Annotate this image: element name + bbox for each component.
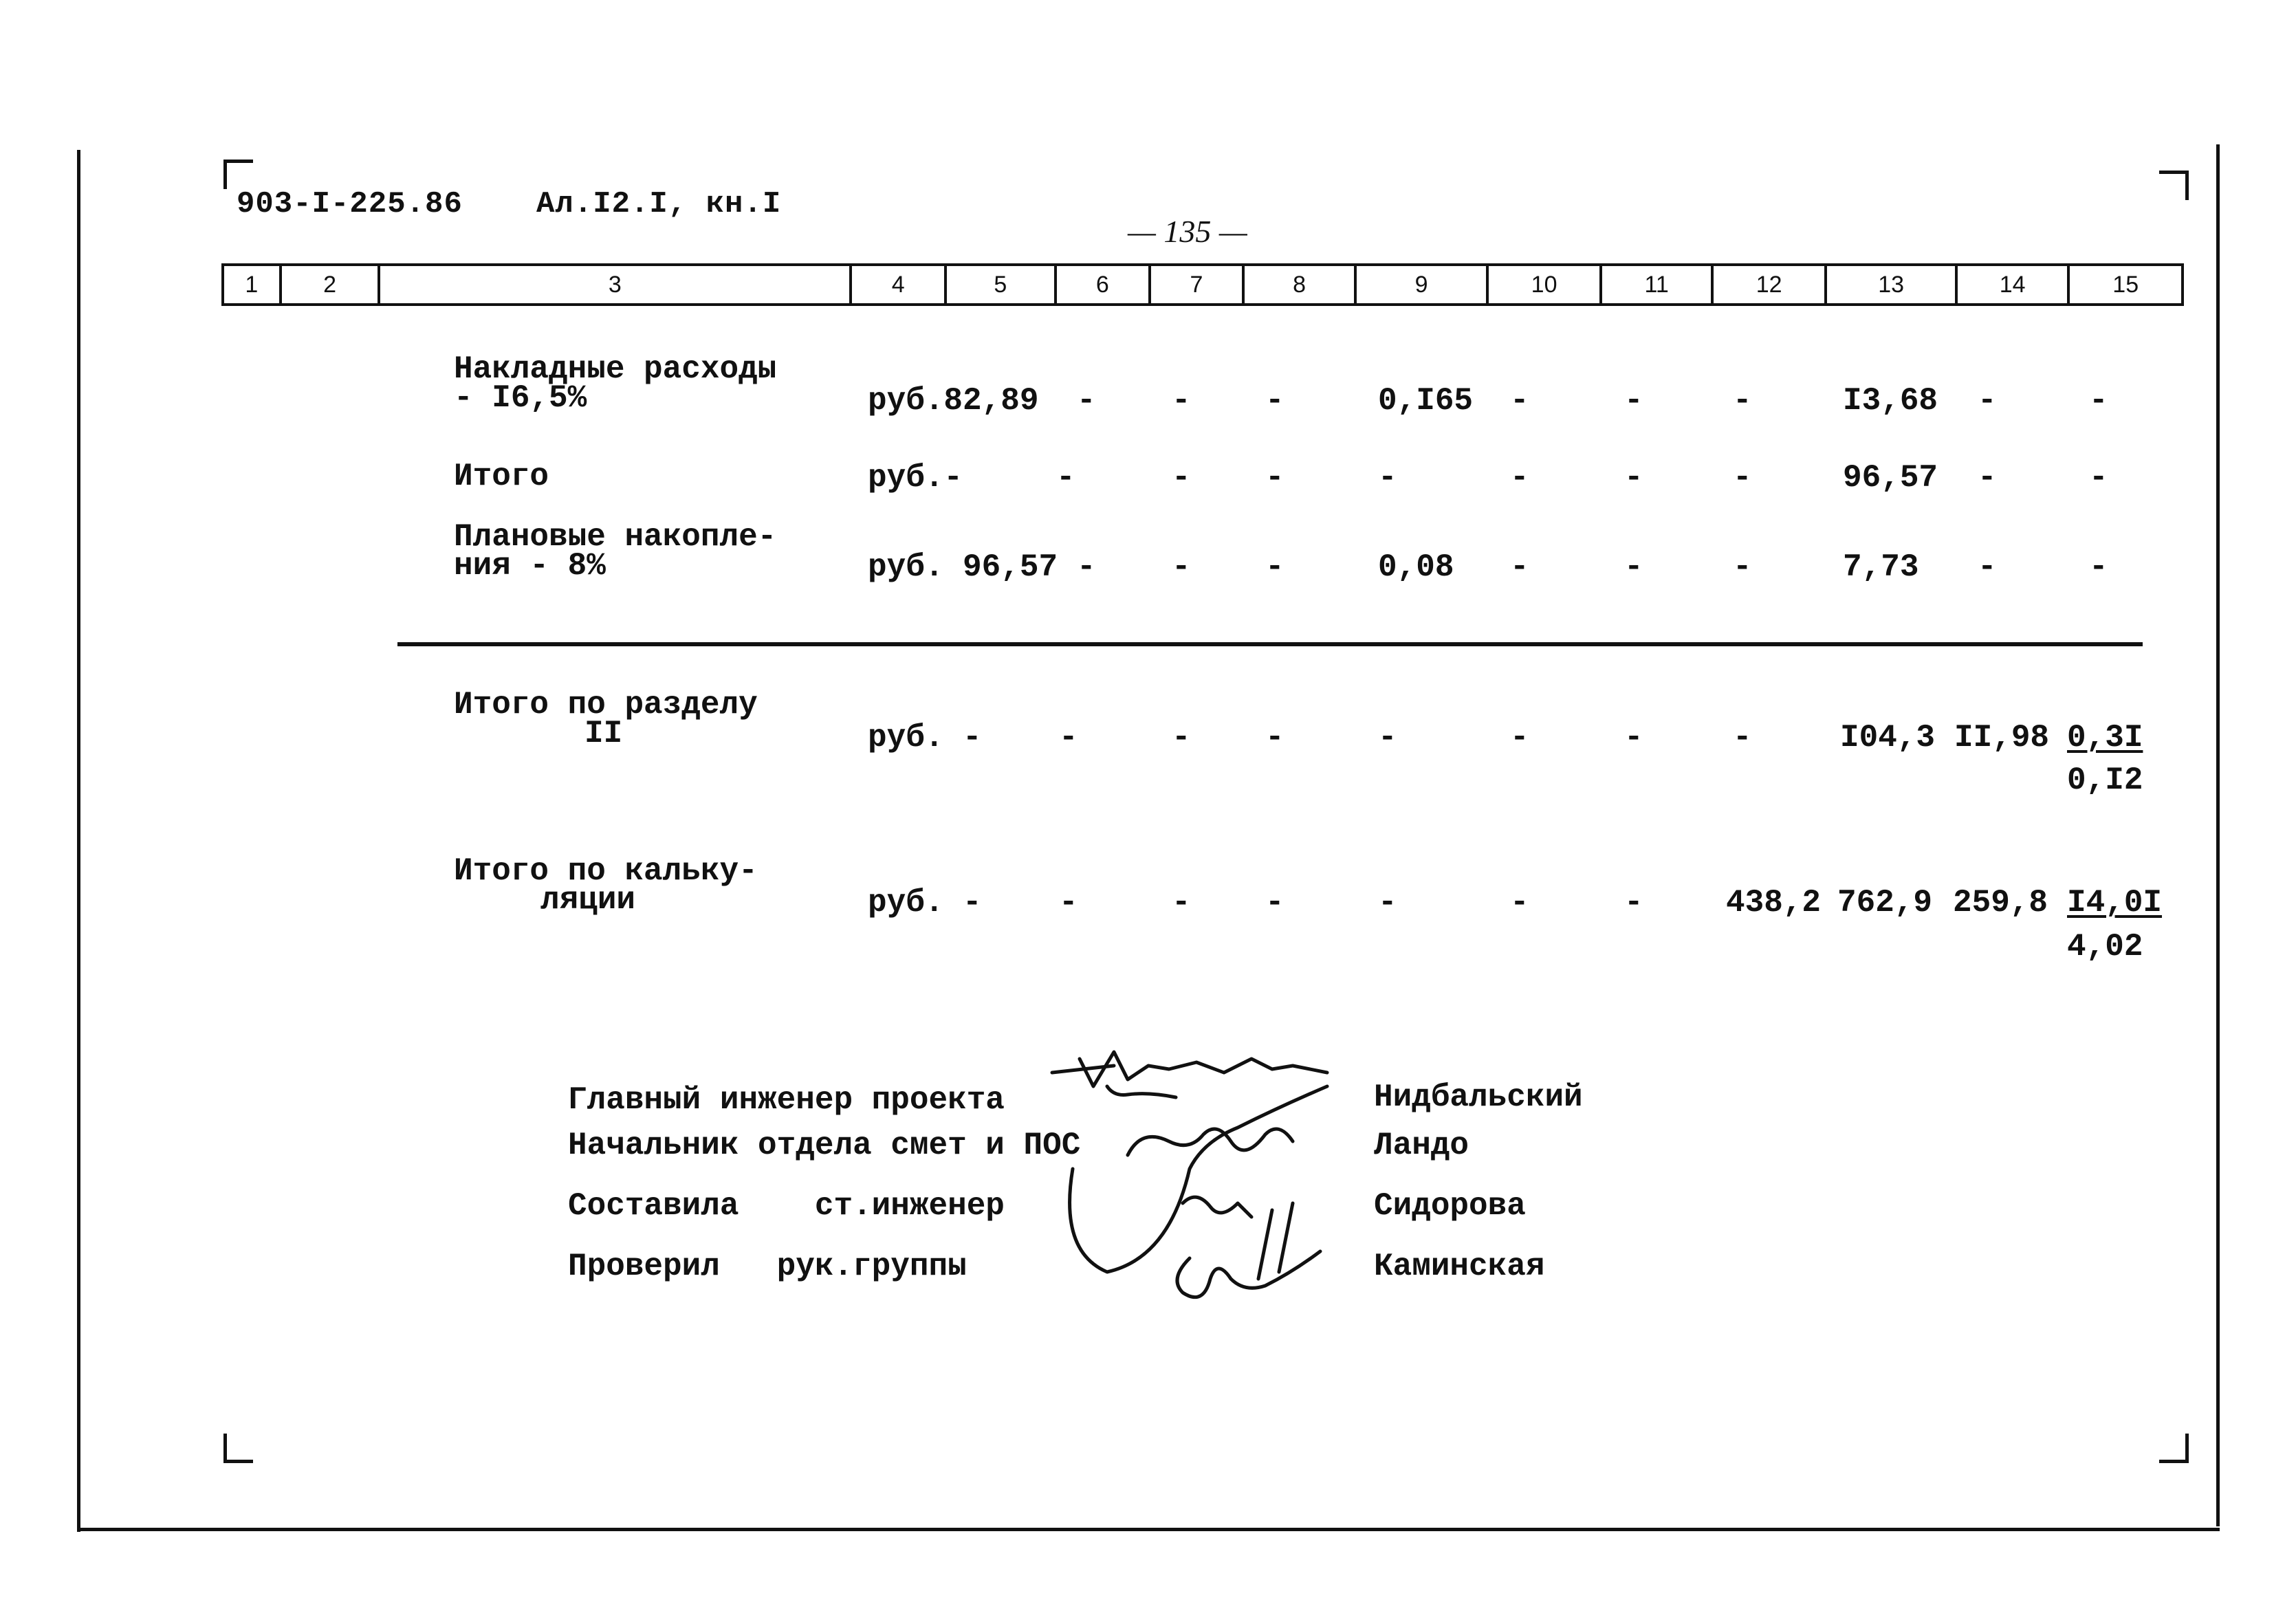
column-number: 3 bbox=[380, 266, 852, 303]
signatory-name: Сидорова bbox=[1374, 1188, 1526, 1224]
column-number: 1 bbox=[224, 266, 282, 303]
table-cell: - bbox=[1172, 460, 1191, 496]
table-cell: - bbox=[2089, 549, 2108, 585]
table-cell: - bbox=[1172, 549, 1191, 585]
column-number: 9 bbox=[1357, 266, 1488, 303]
table-cell: - bbox=[2089, 383, 2108, 419]
table-cell: - bbox=[1624, 885, 1643, 921]
table-cell: - bbox=[1733, 720, 1752, 756]
table-cell: - bbox=[1378, 885, 1397, 921]
signatory-name: Нидбальский bbox=[1374, 1079, 1583, 1115]
table-cell: I3,68 bbox=[1843, 383, 1938, 419]
table-cell: - bbox=[1624, 549, 1643, 585]
column-number: 4 bbox=[852, 266, 947, 303]
table-cell: - bbox=[1265, 885, 1284, 921]
table-cell: 438,2 bbox=[1726, 885, 1822, 921]
column-number: 15 bbox=[2112, 271, 2139, 298]
column-number: 8 bbox=[1245, 266, 1357, 303]
signatory-role: Проверил рук.группы bbox=[568, 1249, 967, 1284]
table-cell: - bbox=[1265, 383, 1284, 419]
column-number: 13 bbox=[1827, 266, 1957, 303]
table-cell: - bbox=[1265, 720, 1284, 756]
corner-mark-top-left bbox=[223, 160, 253, 189]
table-cell: - bbox=[1510, 383, 1529, 419]
table-cell: - bbox=[1624, 720, 1643, 756]
table-cell: 0,I65 bbox=[1378, 383, 1474, 419]
table-cell: - bbox=[1077, 383, 1096, 419]
table-cell: - bbox=[1378, 460, 1397, 496]
table-cell: - bbox=[2089, 460, 2108, 496]
row-unit: руб. 96,57 bbox=[868, 549, 1058, 585]
table-cell: 7,73 bbox=[1843, 549, 1919, 585]
table-cell: - bbox=[1624, 383, 1643, 419]
row-label-line: Накладные расходы bbox=[454, 351, 777, 387]
column-number: 2 bbox=[282, 266, 381, 303]
corner-mark-bottom-right bbox=[2159, 1434, 2189, 1463]
row-label-line: Итого bbox=[454, 459, 549, 494]
table-cell: - bbox=[1265, 549, 1284, 585]
table-cell: - bbox=[1510, 720, 1529, 756]
total-label-line: II bbox=[584, 716, 623, 751]
page-frame-bottom bbox=[77, 1528, 2220, 1531]
total-unit: руб. - bbox=[868, 720, 982, 756]
table-cell: 0,08 bbox=[1378, 549, 1454, 585]
table-cell-sub: 4,02 bbox=[2067, 929, 2143, 965]
total-label-line: Итого по разделу bbox=[454, 687, 758, 723]
total-unit: руб. - bbox=[868, 885, 982, 921]
table-cell: - bbox=[1978, 460, 1997, 496]
document-code: 903-I-225.86 bbox=[237, 187, 463, 221]
column-number: 6 bbox=[1057, 266, 1152, 303]
signatory-name: Каминская bbox=[1374, 1249, 1545, 1284]
table-cell: II,98 bbox=[1954, 720, 2050, 756]
table-cell: - bbox=[1978, 383, 1997, 419]
section-divider bbox=[397, 642, 2143, 646]
column-number: 7 bbox=[1151, 266, 1245, 303]
table-cell: I4,0I bbox=[2067, 885, 2163, 921]
signatory-role: Начальник отдела смет и ПОС bbox=[568, 1128, 1081, 1163]
table-cell: - bbox=[1978, 549, 1997, 585]
table-cell: - bbox=[1510, 549, 1529, 585]
table-cell: - bbox=[1265, 460, 1284, 496]
handwritten-signatures bbox=[1031, 1031, 1375, 1320]
table-cell: 0,3I bbox=[2067, 720, 2143, 756]
table-cell-sub: 0,I2 bbox=[2067, 762, 2143, 798]
table-cell: 762,9 bbox=[1837, 885, 1933, 921]
page-frame-left bbox=[77, 150, 80, 1532]
table-cell: - bbox=[1172, 885, 1191, 921]
column-number: 14 bbox=[1958, 266, 2070, 303]
column-number: 12 bbox=[1714, 266, 1828, 303]
table-cell: - bbox=[1056, 460, 1075, 496]
table-cell: - bbox=[1059, 885, 1078, 921]
signatory-name: Ландо bbox=[1374, 1128, 1469, 1163]
column-number: 10 bbox=[1489, 266, 1603, 303]
signatory-role: Главный инженер проекта bbox=[568, 1082, 1005, 1118]
column-number: 11 bbox=[1602, 266, 1714, 303]
row-label-line: Плановые накопле- bbox=[454, 519, 777, 555]
table-cell: - bbox=[1624, 460, 1643, 496]
row-unit: руб.- bbox=[868, 460, 963, 496]
corner-mark-bottom-left bbox=[223, 1434, 253, 1463]
table-cell: I04,3 bbox=[1840, 720, 1936, 756]
total-label-line: ляции bbox=[540, 882, 636, 918]
column-number: 5 bbox=[947, 266, 1057, 303]
table-cell: - bbox=[1378, 720, 1397, 756]
row-unit: руб.82,89 bbox=[868, 383, 1039, 419]
table-cell: - bbox=[1510, 885, 1529, 921]
table-cell: - bbox=[1172, 720, 1191, 756]
album-reference: Ал.I2.I, кн.I bbox=[536, 187, 782, 221]
table-cell: - bbox=[1510, 460, 1529, 496]
table-cell: - bbox=[1733, 460, 1752, 496]
page-frame-right bbox=[2216, 144, 2220, 1526]
table-cell: 259,8 bbox=[1953, 885, 2048, 921]
table-cell: 96,57 bbox=[1843, 460, 1938, 496]
table-cell: - bbox=[1077, 549, 1096, 585]
column-number-bar bbox=[221, 263, 2184, 306]
table-cell: - bbox=[1733, 549, 1752, 585]
row-label-line: ния - 8% bbox=[454, 548, 606, 584]
table-cell: - bbox=[1172, 383, 1191, 419]
row-label-line: - I6,5% bbox=[454, 380, 587, 416]
signatory-role: Составила ст.инженер bbox=[568, 1188, 1005, 1224]
table-cell: - bbox=[1733, 383, 1752, 419]
corner-mark-top-right bbox=[2159, 171, 2189, 200]
total-label-line: Итого по кальку- bbox=[454, 853, 758, 889]
page-number: — 135 — bbox=[1128, 214, 1247, 249]
table-cell: - bbox=[1059, 720, 1078, 756]
